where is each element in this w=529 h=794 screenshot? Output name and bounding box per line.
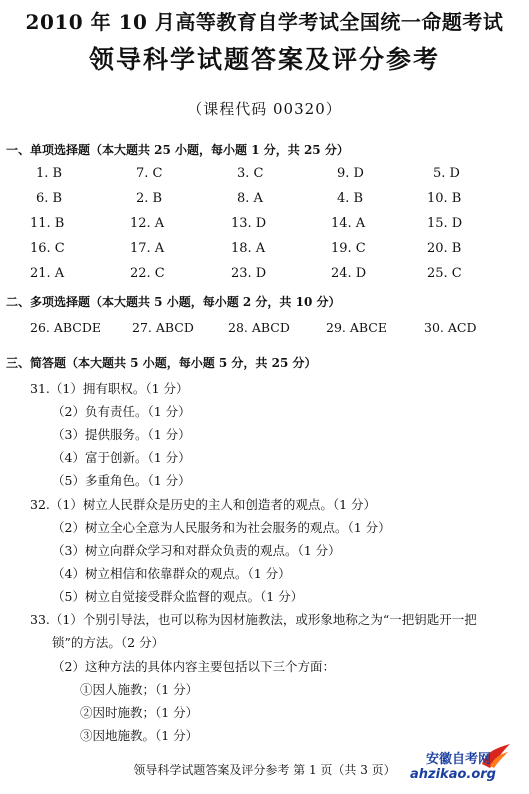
answer-cell: 18. A bbox=[231, 241, 266, 256]
document-title: 领导科学试题答案及评分参考 bbox=[88, 45, 440, 74]
answer-cell: 3. C bbox=[237, 166, 264, 181]
answer-cell: 2. B bbox=[136, 191, 163, 206]
answer-line: （3）提供服务。（1 分） bbox=[52, 427, 191, 442]
answer-line: （4）富于创新。（1 分） bbox=[52, 450, 191, 465]
answer-cell: 8. A bbox=[237, 191, 263, 206]
answer-cell: 15. D bbox=[427, 216, 463, 231]
answer-cell: 12. A bbox=[130, 216, 165, 231]
logo-text-en: ahzikao.org bbox=[410, 767, 496, 782]
answer-cell: 22. C bbox=[130, 266, 165, 281]
answer-cell: 6. B bbox=[36, 191, 63, 206]
answer-cell: 13. D bbox=[231, 216, 267, 231]
answer-cell: 30. ACD bbox=[424, 320, 477, 335]
answer-cell: 10. B bbox=[427, 191, 462, 206]
answer-cell: 20. B bbox=[427, 241, 462, 256]
answer-cell: 7. C bbox=[136, 166, 163, 181]
answer-cell: 27. ABCD bbox=[132, 320, 194, 335]
answer-line: 锁”的方法。（2 分） bbox=[52, 635, 165, 650]
answer-line: （5）多重角色。（1 分） bbox=[52, 473, 191, 488]
answer-line: （3）树立向群众学习和对群众负责的观点。（1 分） bbox=[52, 543, 341, 558]
answer-cell: 21. A bbox=[30, 266, 65, 281]
answer-cell: 17. A bbox=[130, 241, 165, 256]
answer-cell: 9. D bbox=[337, 166, 364, 181]
answer-line: （4）树立相信和依靠群众的观点。（1 分） bbox=[52, 566, 291, 581]
section3-heading: 三、简答题（本大题共 5 小题，每小题 5 分，共 25 分） bbox=[6, 356, 317, 370]
answer-cell: 4. B bbox=[337, 191, 364, 206]
section2-heading: 二、多项选择题（本大题共 5 小题，每小题 2 分，共 10 分） bbox=[6, 295, 341, 309]
answer-line: （5）树立自觉接受群众监督的观点。（1 分） bbox=[52, 589, 304, 604]
answer-line: ①因人施教；（1 分） bbox=[80, 682, 199, 697]
answer-line: ②因时施教；（1 分） bbox=[80, 705, 199, 720]
answer-cell: 11. B bbox=[30, 216, 65, 231]
answer-line: 33.（1）个别引导法，也可以称为因材施教法，或形象地称之为“一把钥匙开一把 bbox=[30, 612, 477, 627]
page-footer: 领导科学试题答案及评分参考 第 1 页（共 3 页） bbox=[133, 763, 396, 777]
answer-cell: 1. B bbox=[36, 166, 63, 181]
answer-line: （2）负有责任。（1 分） bbox=[52, 404, 191, 419]
section1-heading: 一、单项选择题（本大题共 25 小题，每小题 1 分，共 25 分） bbox=[6, 143, 349, 157]
answer-cell: 28. ABCD bbox=[228, 320, 290, 335]
answer-line: 32.（1）树立人民群众是历史的主人和创造者的观点。（1 分） bbox=[30, 497, 377, 512]
answer-cell: 14. A bbox=[331, 216, 366, 231]
answer-cell: 24. D bbox=[331, 266, 367, 281]
answer-cell: 16. C bbox=[30, 241, 65, 256]
answer-cell: 29. ABCE bbox=[326, 320, 387, 335]
course-code: （课程代码 00320） bbox=[187, 100, 342, 118]
answer-cell: 25. C bbox=[427, 266, 462, 281]
answer-cell: 5. D bbox=[433, 166, 460, 181]
answer-line: 31.（1）拥有职权。（1 分） bbox=[30, 381, 189, 396]
answer-cell: 26. ABCDE bbox=[30, 320, 102, 335]
answer-cell: 23. D bbox=[231, 266, 267, 281]
answer-line: （2）这种方法的具体内容主要包括以下三个方面： bbox=[52, 659, 335, 674]
exam-title: 2010 年 10 月高等教育自学考试全国统一命题考试 bbox=[25, 10, 504, 34]
site-logo bbox=[404, 742, 522, 784]
answer-line: ③因地施教。（1 分） bbox=[80, 728, 199, 743]
answer-line: （2）树立全心全意为人民服务和为社会服务的观点。（1 分） bbox=[52, 520, 391, 535]
logo-text-cn: 安徽自考网 bbox=[426, 752, 492, 767]
answer-cell: 19. C bbox=[331, 241, 366, 256]
